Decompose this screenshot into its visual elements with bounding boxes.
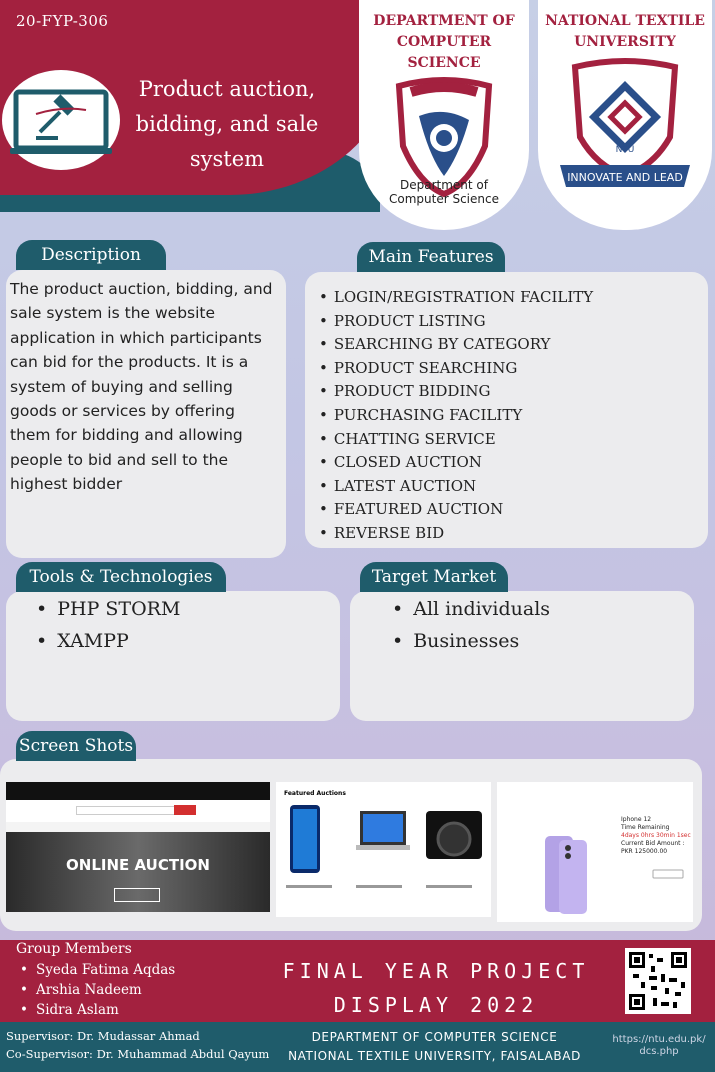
dept-crest-ring: BEYOND YOUR IMAGINATION: [404, 205, 484, 211]
dept-logo-caption: Department of Computer Science: [389, 178, 499, 206]
uni-emblem-card: [538, 0, 712, 230]
screenshots-label: Screen Shots: [16, 731, 136, 761]
feature-item: • FEATURED AUCTION: [319, 498, 708, 522]
shot-banner-text: ONLINE AUCTION: [66, 856, 210, 874]
feature-item: • REVERSE BID: [319, 522, 708, 546]
project-code: 20-FYP-306: [16, 12, 109, 30]
shot-time-value: 4days 0hrs 30min 1sec: [621, 832, 691, 839]
description-panel: [6, 270, 286, 558]
ntu-crest-icon: [538, 57, 712, 207]
market-item: • All individuals: [392, 593, 694, 625]
screenshot-product: [497, 782, 693, 922]
uni-heading: NATIONAL TEXTILE UNIVERSITY: [545, 13, 705, 50]
shot-bid-label: Current Bid Amount :: [621, 840, 685, 847]
feature-item: • PRODUCT SEARCHING: [319, 357, 708, 381]
shot-featured-title: Featured Auctions: [284, 790, 346, 797]
laptop-gavel-icon: [2, 70, 120, 170]
tools-list: [36, 593, 340, 657]
shot-bid-value: PKR 125000.00: [621, 848, 668, 855]
features-label: Main Features: [357, 242, 505, 272]
footer-url[interactable]: https://ntu.edu.pk/ dcs.php: [612, 1034, 706, 1057]
poster-title: Product auction, bidding, and sale system: [135, 77, 319, 171]
feature-item: • LOGIN/REGISTRATION FACILITY: [319, 286, 708, 310]
members-label: Group Members: [16, 941, 132, 957]
dept-emblem-card: [359, 0, 529, 230]
market-list: [392, 593, 694, 657]
footer-dept: DEPARTMENT OF COMPUTER SCIENCE: [311, 1030, 558, 1044]
shot-product-name: Iphone 12: [621, 816, 652, 823]
ntu-abbr: NTU: [615, 145, 635, 155]
feature-item: • PURCHASING FACILITY: [319, 404, 708, 428]
feature-item: • CLOSED AUCTION: [319, 451, 708, 475]
members-list: [0, 960, 175, 1020]
tools-panel: [6, 591, 340, 721]
market-label: Target Market: [360, 562, 508, 592]
market-item: • Businesses: [392, 625, 694, 657]
description-label: Description: [16, 240, 166, 270]
ntu-motto: INNOVATE AND LEAD: [567, 171, 683, 184]
member-item: • Sidra Aslam: [20, 1000, 175, 1020]
tool-item: • PHP STORM: [36, 593, 340, 625]
features-panel: [305, 272, 708, 548]
display-line-2: DISPLAY 2022: [333, 993, 539, 1017]
tool-item: • XAMPP: [36, 625, 340, 657]
member-item: • Arshia Nadeem: [20, 980, 175, 1000]
feature-item: • PRODUCT LISTING: [319, 310, 708, 334]
tools-label: Tools & Technologies: [16, 562, 226, 592]
qr-code: [625, 948, 691, 1014]
feature-item: • LATEST AUCTION: [319, 475, 708, 499]
feature-item: • CHATTING SERVICE: [319, 428, 708, 452]
co-supervisor: Co-Supervisor: Dr. Muhammad Abdul Qayum: [6, 1047, 270, 1061]
shot-time-label: Time Remaining: [621, 824, 670, 831]
dept-heading: DEPARTMENT OF COMPUTER SCIENCE: [373, 13, 515, 71]
feature-item: • SEARCHING BY CATEGORY: [319, 333, 708, 357]
supervisor: Supervisor: Dr. Mudassar Ahmad: [6, 1029, 200, 1043]
description-text: The product auction, bidding, and sale system is the website application in which participants can bid for the products. It is a system of buying and selling goods or services by offering them for bidding and allowing people to bid and sell to the highest bidder: [10, 280, 273, 494]
project-logo: [2, 70, 120, 170]
qr-code-icon: [629, 952, 687, 1010]
display-line-1: FINAL YEAR PROJECT: [282, 959, 590, 983]
screenshot-featured: [276, 782, 491, 917]
member-item: • Syeda Fatima Aqdas: [20, 960, 175, 980]
footer-uni: NATIONAL TEXTILE UNIVERSITY, FAISALABAD: [288, 1049, 581, 1063]
features-list: [319, 286, 708, 546]
feature-item: • PRODUCT BIDDING: [319, 380, 708, 404]
product-thumbs: [276, 797, 491, 907]
screenshot-home: [6, 782, 270, 912]
market-panel: [350, 591, 694, 721]
